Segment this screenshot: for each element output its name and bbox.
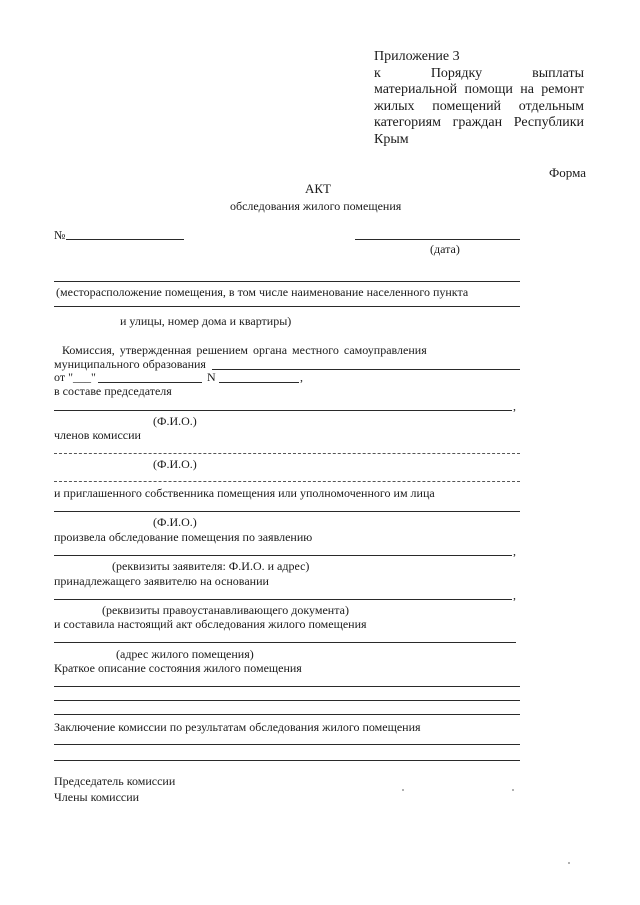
annex-header	[374, 49, 584, 148]
n-label: N	[207, 370, 216, 384]
location-caption-1: (месторасположение помещения, в том числе наименование населенного пункта	[56, 285, 469, 299]
comma: ,	[513, 544, 516, 558]
description-line-3	[54, 714, 520, 715]
n-line	[219, 382, 299, 383]
compiled-label: и составила настоящий акт обследования жилого помещения	[54, 617, 367, 631]
form-label: Форма	[549, 165, 586, 180]
description-label: Краткое описание состояния жилого помещения	[54, 661, 302, 675]
address-caption: (адрес жилого помещения)	[116, 647, 254, 661]
conclusion-line	[54, 744, 520, 745]
scan-speck	[568, 862, 570, 864]
comma: ,	[513, 588, 516, 602]
commission-line: Комиссия, утвержденная решением органа местного самоуправления	[62, 343, 427, 357]
owner-label: и приглашенного собственника помещения или уполномоченного им лица	[54, 486, 435, 500]
description-line	[54, 686, 520, 687]
number-line	[66, 239, 184, 240]
members-signature-label: Члены комиссии	[54, 790, 140, 804]
scan-speck	[512, 789, 514, 791]
scan-speck	[402, 789, 404, 791]
document-subtitle: обследования жилого помещения	[230, 199, 402, 213]
location-line	[54, 281, 520, 282]
chairman-signature-label: Председатель комиссии	[54, 774, 176, 788]
municipal-line	[212, 369, 520, 370]
chair-label: в составе председателя	[54, 384, 172, 398]
address-line	[54, 642, 516, 643]
document-caption: (реквизиты правоустанавливающего документа)	[102, 603, 349, 617]
annex-line: материальной помощи на ремонт	[374, 82, 584, 97]
from-date-line	[98, 382, 202, 383]
document-title: АКТ	[305, 181, 331, 196]
annex-line: Приложение 3	[374, 49, 460, 64]
members-line-2	[54, 481, 520, 482]
fio-caption: (Ф.И.О.)	[153, 457, 197, 471]
conclusion-label: Заключение комиссии по результатам обследования жилого помещения	[54, 720, 421, 734]
date-caption: (дата)	[430, 242, 460, 256]
annex-line: жилых помещений отдельным	[374, 98, 584, 114]
fio-caption: (Ф.И.О.)	[153, 515, 197, 529]
annex-line: Крым	[374, 131, 409, 147]
members-line	[54, 453, 520, 454]
conclusion-line-2	[54, 760, 520, 761]
inspection-label: произвела обследование помещения по заявлению	[54, 530, 313, 544]
members-label: членов комиссии	[54, 428, 141, 442]
owner-line	[54, 511, 520, 512]
location-line-2	[54, 306, 520, 307]
ownership-label: принадлежащего заявителю на основании	[54, 574, 269, 588]
comma: ,	[513, 399, 516, 413]
municipal-label: муниципального образования	[54, 357, 206, 371]
from-label: от "___"	[54, 370, 96, 384]
ownership-line	[54, 599, 512, 600]
annex-line: к Порядку выплаты	[374, 65, 584, 81]
chair-line	[54, 410, 512, 411]
annex-line: категориям граждан Республики	[374, 115, 584, 130]
applicant-caption: (реквизиты заявителя: Ф.И.О. и адрес)	[112, 559, 310, 573]
number-label: №	[54, 228, 66, 242]
date-line	[355, 239, 520, 240]
description-line-2	[54, 700, 520, 701]
fio-caption: (Ф.И.О.)	[153, 414, 197, 428]
location-caption-2: и улицы, номер дома и квартиры)	[120, 314, 292, 328]
comma: ,	[300, 370, 303, 384]
inspection-line	[54, 555, 512, 556]
